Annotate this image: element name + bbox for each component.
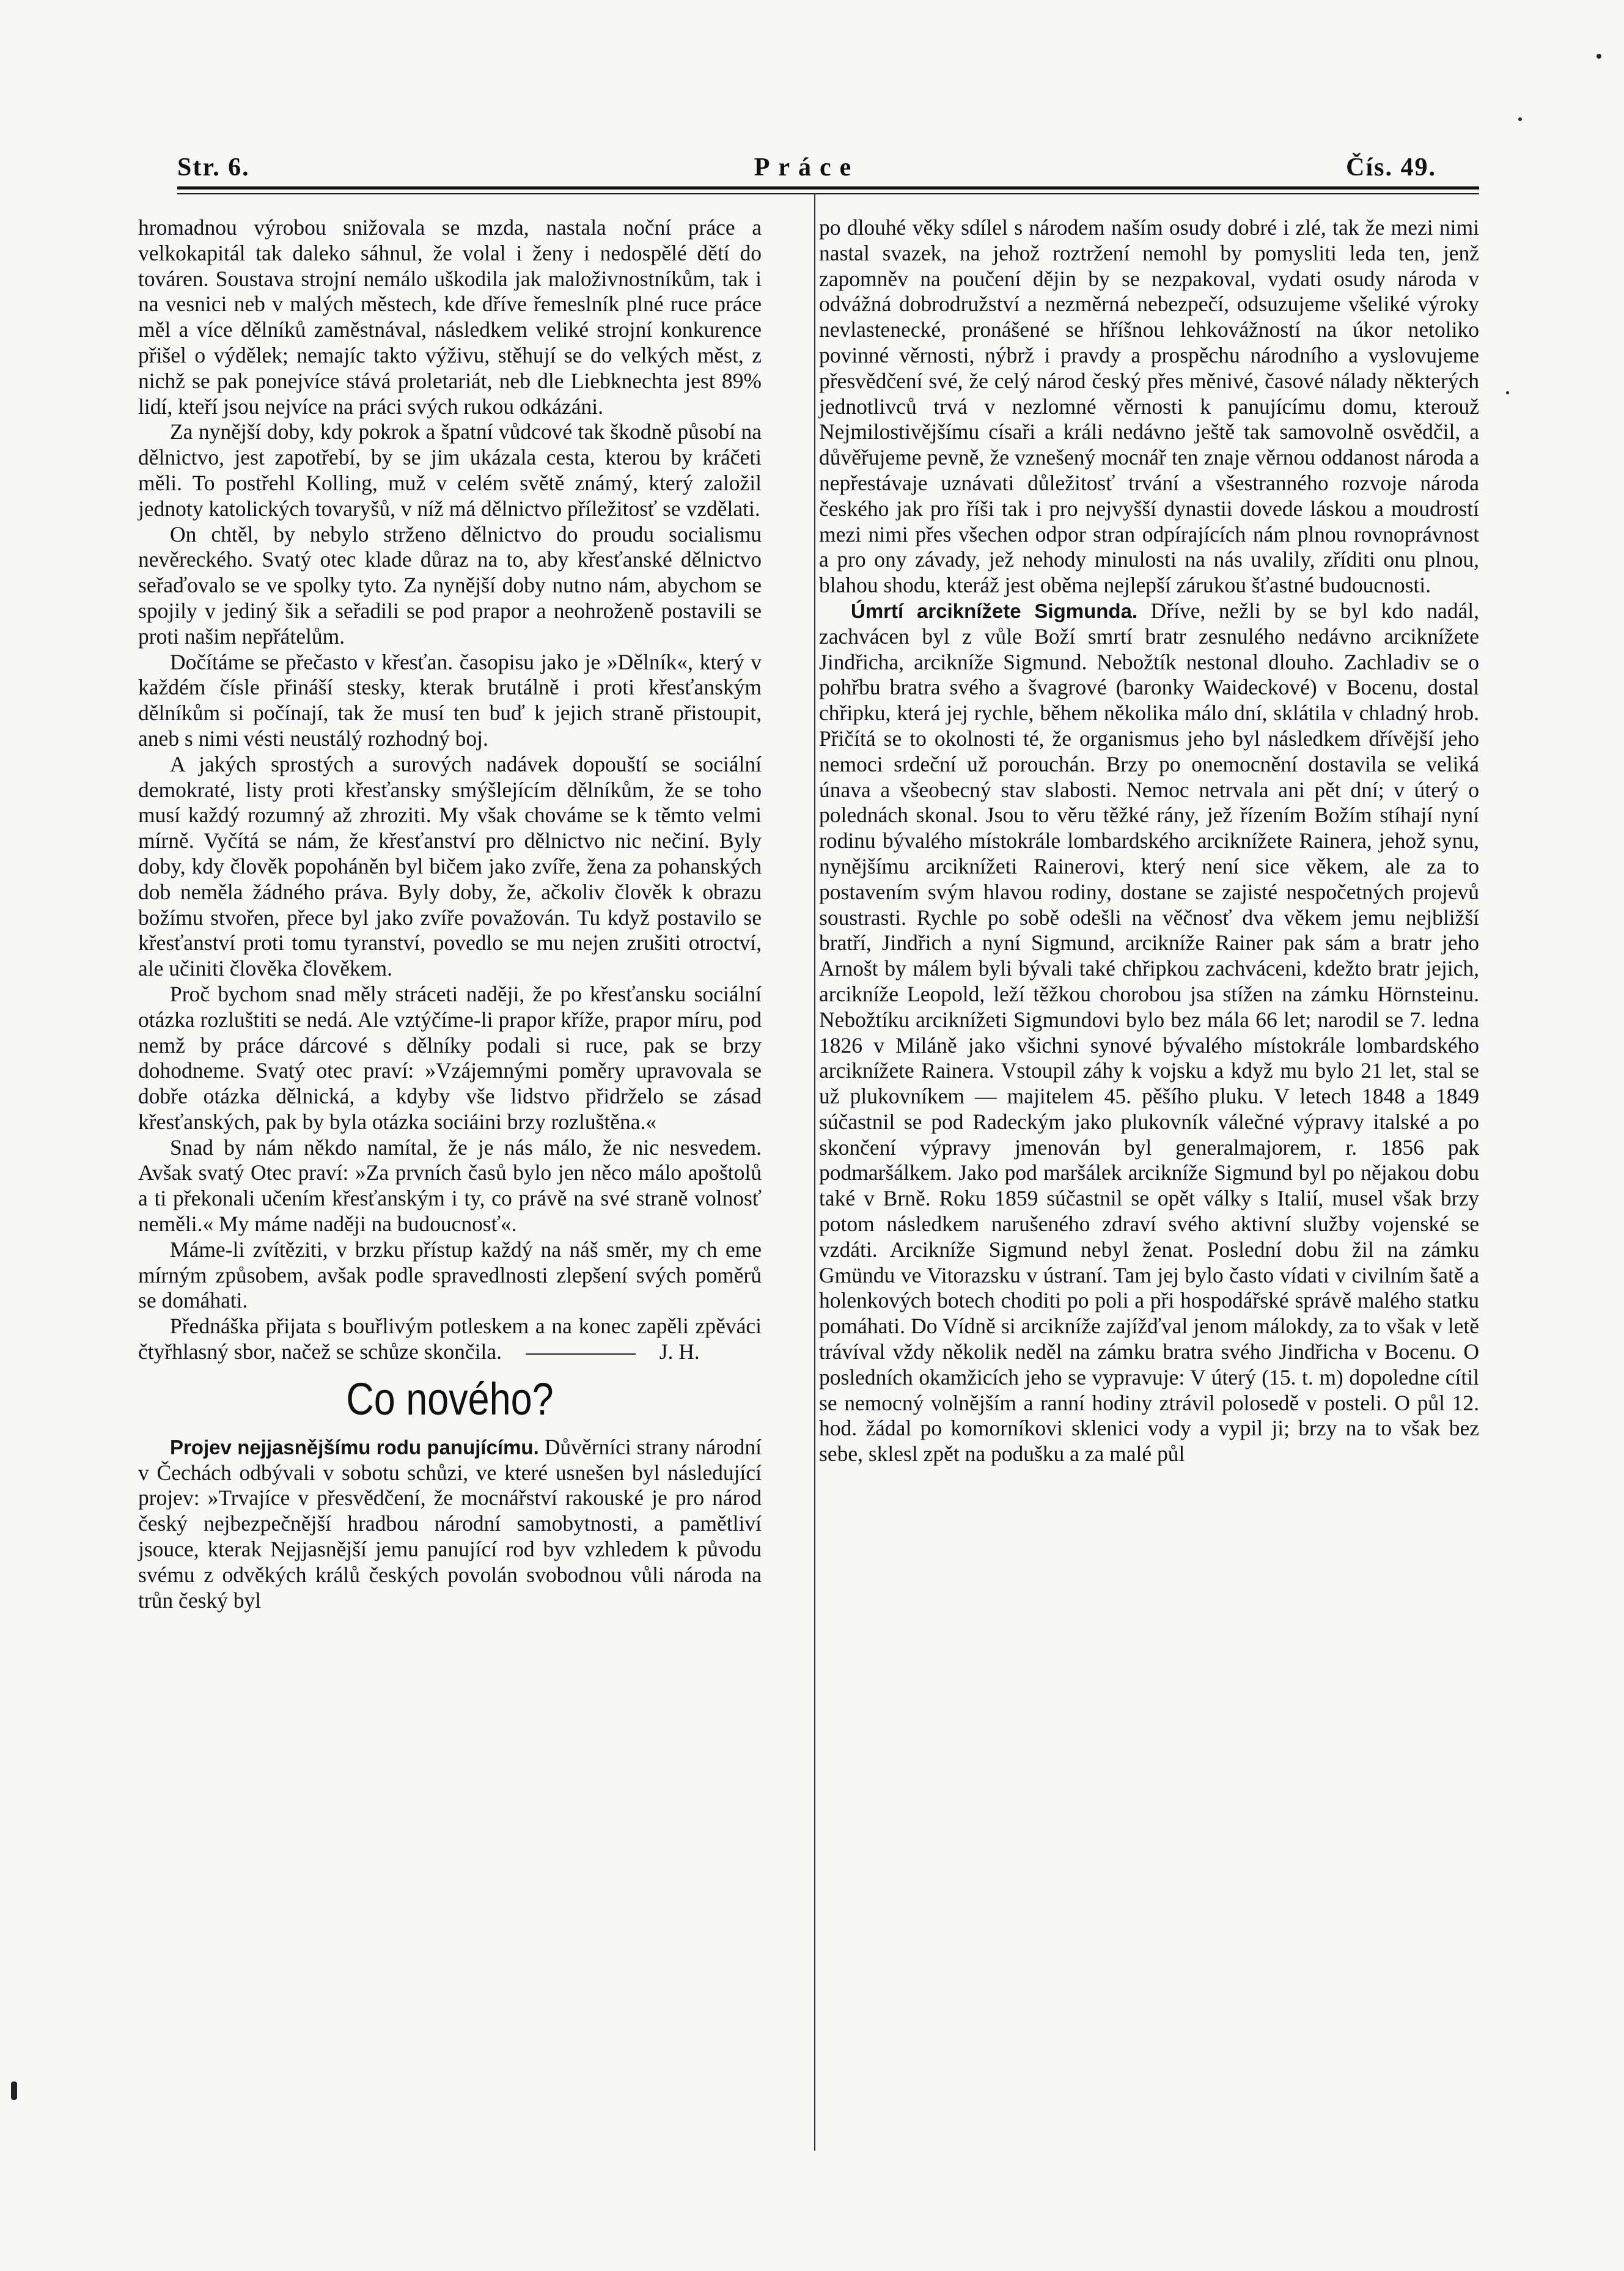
left-column <box>138 215 762 1613</box>
paragraph: Dočítáme se přečasto v křesťan. časopisu jako je »Dělník«, který v každém čísle přináší stesky, kterak brutálně i proti křesťanským dělníkům si počínají, tak že musí ten buď k jejich straně přistoupit, aneb s nimi vésti neustálý rozhodný boj. <box>138 649 762 751</box>
author-signature: J. H. <box>659 1339 700 1364</box>
paragraph: Snad by nám někdo namítal, že je nás málo, že nic nesvedem. Avšak svatý Otec praví: »Za prvních časů bylo jen něco málo apoštolů a ti překonali učením křesťanským i ty, co právě na své straně volnosť neměli.« My máme naději na budoucnosť«. <box>138 1135 762 1237</box>
article-text: Dříve, nežli by se byl kdo nadál, zachvácen byl z vůle Boží smrtí bratr zesnulého nedávno arciknížete Jindřicha, arcikníže Sigmund. Nebožtík nestonal dlouho. Zachladiv se o pohřbu bratra svého a švagrové (baronky Waideckové) v Bocenu, dostal chřipku, která jej rychle, během několika málo dní, sklátila v chladný hrob. Přičítá se to okolnosti té, že organismus jeho byl následkem dřívější jeho nemoci srdeční už porouchán. Brzy po onemocnění dostavila se veliká únava a všeobecný stav slabosti. Nemoc netrvala ani pět dní; v úterý o polednách skonal. Jsou to věru těžké rány, jež řízením Božím stíhají nyní rodinu bývalého místokrále lombardského arciknížete Rainera, jehož synu, nynějšímu arciknížeti Rainerovi, který není sice věkem, ale za to postavením svým hlavou rodiny, dostane se zajisté nespočetných projevů soustrasti. Rychle po sobě odešli na věčnosť dva věkem jemu nejbližší bratří, Jindřich a nyní Sigmund, arcikníže Rainer pak sám a bratr jeho Arnošt by málem byli bývali také chřipkou zachváceni, kdežto bratr jejich, arcikníže Leopold, leží těžkou chorobou jsa stížen na zámku Hörnsteinu. Nebožtíku arciknížeti Sigmundovi bylo bez mála 66 let; narodil se 7. ledna 1826 v Miláně jako všichni synové bývalého místokrále lombardského arciknížete Rainera. Vstoupil záhy k vojsku a když mu bylo 21 let, stal se už plukovníkem — majitelem 45. pěšího pluku. V letech 1848 a 1849 súčastnil se pod Radeckým jako plukovník válečné výpravy italské a po skončení výpravy jmenován byl generalmajorem, r. 1856 pak podmaršálkem. Jako pod maršálek arcikníže Sigmund byl po nějakou dobu také v Brně. Roku 1859 súčastnil se opět války s Italií, musel však brzy potom následkem narušeného zdraví svého aktivní služby vojenské se vzdáti. Arcikníže Sigmund nebyl ženat. Poslední dobu žil na zámku Gmündu ve Vitorazsku v ústraní. Tam jej bylo často vídati v civilním šatě a holenkových botech choditi po poli a při hospodářské správě malého statku pomáhati. Do Vídně si arcikníže zajížďval jenom málokdy, za to však v letě trávíval vždy několik neděl na zámku bratra svého Jindřicha v Bocenu. O posledních okamžicích jeho se vypravuje: V úterý (15. t. m) dopoledne cítil se nemocný volnějším a ranní hodiny ztrávil polosedě v posteli. O půl 12. hod. žádal po komorníkovi sklenici vody a vypil ji; brzy na to však bez sebe, sklesl zpět na podušku a za malé půl <box>819 598 1480 1467</box>
article-heading: Projev nejjasnějšímu rodu panujícímu. <box>170 1435 539 1459</box>
column-divider <box>814 194 815 2151</box>
newspaper-title: Práce <box>754 153 860 182</box>
paragraph: hromadnou výrobou snižovala se mzda, nastala noční práce a velkokapitál tak daleko sáhnul, že volal i ženy i nedospělé dětí do továren. Soustava strojní nemálo uškodila jak maloživnostníkům, tak i na vesnici neb v malých městech, kde dříve řemeslník plné ruce práce měl a více dělníků zaměstnával, následkem veliké strojní konkurence přišel o výdělek; nemajíc takto výživu, stěhují se do velkých měst, z nichž se pak ponejvíce stává proletariát, neb dle Liebknechta jest 89% lidí, kteří jsou nejvíce na práci svých rukou odkázáni. <box>138 215 762 419</box>
page-number: Str. 6. <box>177 153 250 182</box>
header-rule <box>177 186 1479 190</box>
article-heading: Úmrtí arciknížete Sigmunda. <box>851 599 1138 622</box>
article-text: Důvěrníci strany národní v Čechách odbývali v sobotu schůzi, ve které usnešen byl následující projev: »Trvajíce v přesvědčení, že mocnářství rakouské je pro národ český nejbezpečnější hradbou národní samobytnosti, a pamětliví jsouce, kterak Nejjasnější jemu panující rod byv vzhledem k původu svému z odvěkých králů českých povolán svobodnou vůli národa na trůn český byl <box>138 1434 762 1613</box>
section-title: Co nového? <box>346 1373 554 1424</box>
paragraph: Proč bychom snad měly stráceti naději, že po křesťansku sociální otázka rozluštiti se nedá. Ale vztýčíme-li prapor kříže, prapor míru, pod nemž by práce dárcové s dělníky podali si ruce, pak se brzy dohodneme. Svatý otec praví: »Vzájemnými poměry upravovala se dobře otázka dělnická, a kdyby vše lidstvo přidrželo se zásad křesťanských, pak by byla otázka sociáini brzy rozluštěna.« <box>138 981 762 1134</box>
paragraph: po dlouhé věky sdílel s národem naším osudy dobré i zlé, tak že mezi nimi nastal svazek, na jehož roztržení nemohl by pomysliti leda ten, jenž zapomněv na poučení dějin by se nezpakoval, vydati osudy národa v odvážná dobrodružství a nezměrná nebezpečí, odsuzujeme všeliké výroky nevlastenecké, pronášené se hříšnou lehkovážností na úkor netoliko povinné věrnosti, nýbrž i pravdy a prospěchu národního a vyslovujeme přesvědčení své, že celý národ český přes měnivé, časové nálady některých jednotlivců trvá v nezlomné věrnosti k panujícímu domu, kterouž Nejmilostivějšímu císaři a králi nedávno ještě tak samovolně osvědčil, a důvěřujeme pevně, že vznešený mocnář ten znaje věrnou oddanost národa a nepřestávaje uznávati důležitosť trvání a všestranného rozvoje národa českého jak pro říši tak i pro nejvyšší dynastii dovede láskou a moudrostí mezi nimi přes všechen odpor stran odpírajících nám plnou rovnoprávnost a pro ony závady, jež nehody minulosti na nás uvalily, zříditi onu plnou, blahou shodu, kteráž jest oběma nejlepší zárukou šťastné budoucnosti. <box>819 215 1479 598</box>
page-header <box>177 147 1436 183</box>
paragraph: A jakých sprostých a surových nadávek dopouští se sociální demokraté, listy proti křesťansky smýšlejícím dělníkům, že se toho musí každý rozumný až zhroziti. My však chováme se k těmto velmi mírně. Vyčítá se nám, že křesťanství pro dělnictvo nic nečiní. Byly doby, kdy člověk popoháněn byl bičem jako zvíře, žena za pohanských dob neměla žádného práva. Byly doby, že, ačkoliv člověk k obrazu božímu stvořen, přece byl jako zvíře považován. Tu když postavilo se křesťanství proti tomu tyranství, povedlo se mu nejen zrušiti otroctví, ale učiniti člověka člověkem. <box>138 751 762 981</box>
paragraph <box>138 1314 762 1365</box>
print-speck <box>1596 54 1601 59</box>
print-speck <box>1506 391 1509 394</box>
issue-number: Čís. 49. <box>1346 153 1436 182</box>
paragraph <box>138 1435 762 1614</box>
paragraph: On chtěl, by nebylo strženo dělnictvo do proudu socialismu nevěreckého. Svatý otec klade důraz na to, aby křesťanské dělnictvo seřaďovalo se ve spolky tyto. Za nynější doby nutno nám, abychom se spojily v jediný šik a seřadili se pod prapor a neohroženě postavili se proti našim nepřátelům. <box>138 521 762 649</box>
closing-text: Přednáška přijata s bouřlivým potleskem a na konec zapěli zpěváci čtyřhlasný sbor, načež se schůze skončila. <box>138 1314 762 1364</box>
paragraph <box>819 598 1479 1467</box>
header-rule-thin <box>177 193 1479 194</box>
right-column <box>819 215 1479 1467</box>
print-speck <box>1518 117 1522 121</box>
print-speck <box>11 2081 17 2100</box>
paragraph: Máme-li zvítěziti, v brzku přístup každý na náš směr, my ch eme mírným způsobem, avšak podle spravedlnosti zlepšení svých poměrů se domáhati. <box>138 1237 762 1313</box>
paragraph: Za nynější doby, kdy pokrok a špatní vůdcové tak škodně působí na dělnictvo, jest zapotřebí, by se jim ukázala cesta, kterou by kráčeti měli. To postřehl Kolling, muž v celém světě známý, který založil jednoty katolických tovaryšů, v níž má dělnictvo příležitosť se vzdělati. <box>138 419 762 521</box>
signature-rule <box>526 1353 636 1355</box>
